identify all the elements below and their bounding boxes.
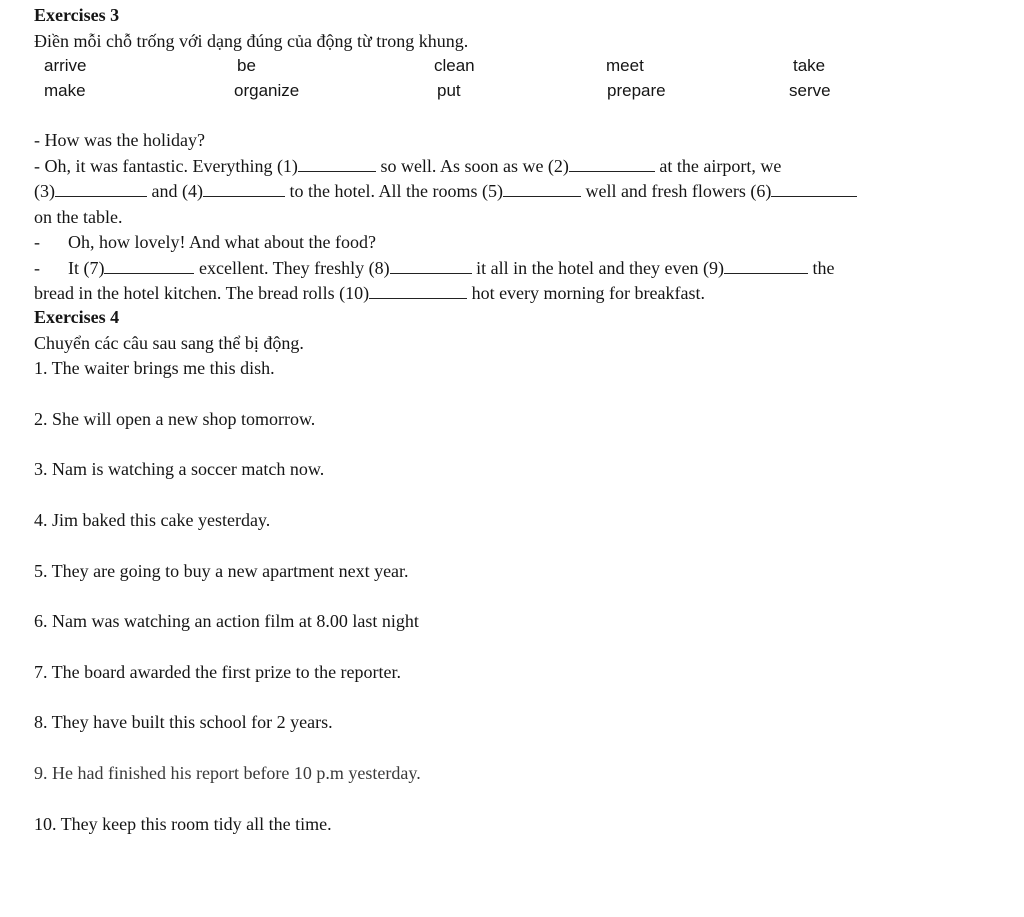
sentence-item: 4. Jim baked this cake yesterday. (34, 510, 271, 530)
dialogue-line (34, 256, 979, 282)
dialogue-text: It (7) (68, 257, 105, 278)
sentence-item: 7. The board awarded the first prize to the reporter. (34, 662, 402, 682)
sentence-item: 9. He had finished his report before 10 p.m yesterday. (34, 763, 421, 783)
verb-word-box (34, 53, 979, 105)
exercise-4-heading: Exercises 4 (34, 307, 120, 327)
answer-blank-1[interactable] (298, 154, 376, 172)
dialogue-passage (34, 128, 979, 307)
answer-blank-8[interactable] (390, 256, 472, 274)
answer-blank-7[interactable] (104, 256, 194, 274)
dialogue-line (34, 179, 979, 205)
answer-blank-4[interactable] (203, 179, 285, 197)
sentence-item: 10. They keep this room tidy all the time. (34, 814, 332, 834)
answer-blank-2[interactable] (569, 154, 655, 172)
dialogue-line (34, 205, 979, 231)
dialogue-dash: - (34, 257, 40, 278)
dialogue-text: so well. As soon as we (2) (375, 155, 569, 176)
exercise-4-instruction: Chuyển các câu sau sang thể bị động. (34, 333, 304, 353)
dialogue-text: and (4) (147, 181, 203, 201)
sentence-item: 5. They are going to buy a new apartment next year. (34, 561, 409, 581)
dialogue-line (34, 154, 979, 180)
dialogue-text: the (808, 257, 835, 278)
dialogue-text: to the hotel. All the rooms (5) (284, 181, 503, 201)
dialogue-line (34, 128, 979, 154)
dialogue-text: - Oh, it was fantastic. Everything (1) (34, 155, 298, 176)
answer-blank-10[interactable] (369, 281, 467, 299)
answer-blank-6[interactable] (771, 179, 857, 197)
word-item: clean (434, 56, 475, 75)
sentence-item: 2. She will open a new shop tomorrow. (34, 409, 316, 429)
answer-blank-9[interactable] (724, 256, 808, 274)
word-item: put (437, 81, 461, 100)
dialogue-dash: - (34, 232, 40, 252)
exercise-3-instruction: Điền mỗi chỗ trống với dạng đúng của động từ trong khung. (34, 31, 469, 51)
word-item: organize (234, 81, 300, 100)
sentence-item: 6. Nam was watching an action film at 8.00 last night (34, 611, 419, 631)
dialogue-text: bread in the hotel kitchen. The bread rolls (10) (34, 283, 370, 303)
word-item: meet (606, 56, 644, 75)
dialogue-text: well and fresh flowers (6) (580, 181, 772, 201)
exercise-3-heading: Exercises 3 (34, 5, 120, 25)
word-item: prepare (607, 81, 666, 100)
word-item: be (237, 56, 256, 75)
dialogue-text: it all in the hotel and they even (9) (471, 257, 724, 278)
dialogue-text: (3) (34, 181, 55, 201)
word-item: serve (789, 81, 831, 100)
dialogue-text: hot every morning for breakfast. (467, 283, 705, 303)
dialogue-text: at the airport, we (654, 155, 782, 176)
dialogue-text: Oh, how lovely! And what about the food? (68, 232, 376, 252)
dialogue-text: - How was the holiday? (34, 130, 205, 150)
word-item: make (44, 81, 86, 100)
word-item: take (793, 56, 826, 75)
word-item: arrive (44, 56, 87, 75)
answer-blank-5[interactable] (503, 179, 581, 197)
answer-blank-3[interactable] (55, 179, 147, 197)
dialogue-text: excellent. They freshly (8) (194, 257, 390, 278)
sentence-item: 8. They have built this school for 2 years. (34, 712, 333, 732)
dialogue-line (34, 281, 979, 307)
sentence-item: 1. The waiter brings me this dish. (34, 358, 275, 378)
sentence-item: 3. Nam is watching a soccer match now. (34, 459, 325, 479)
dialogue-text: on the table. (34, 206, 123, 227)
dialogue-line (34, 230, 979, 256)
